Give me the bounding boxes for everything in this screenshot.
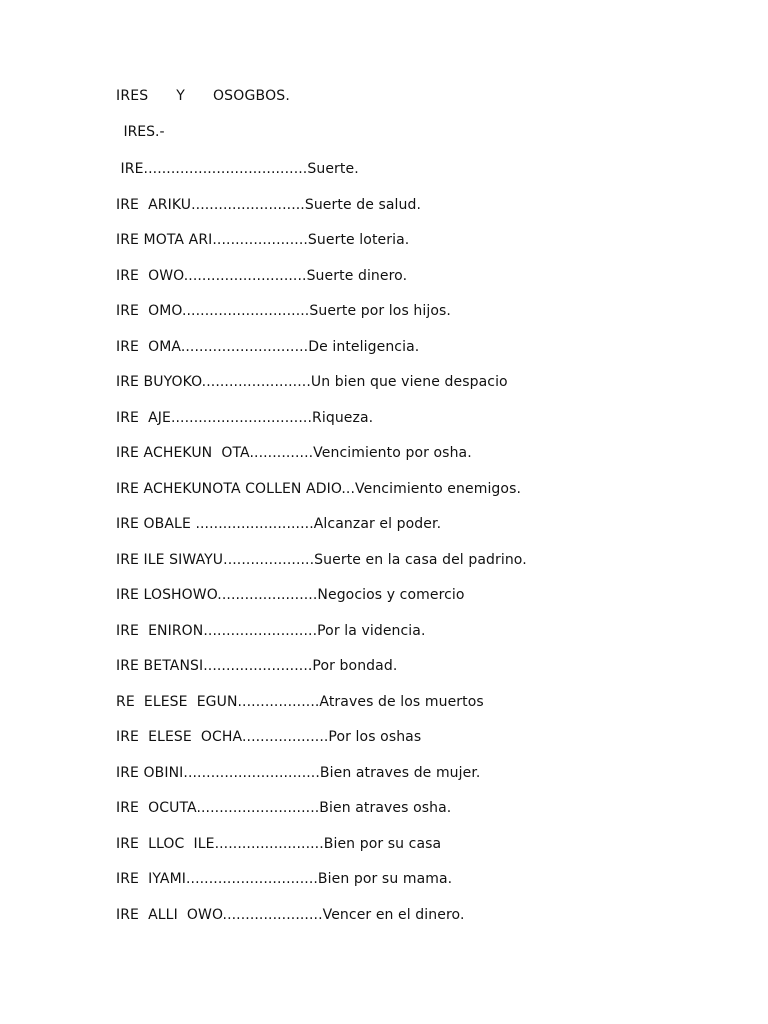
list-item: IRE OBINI..............................Bien atraves de mujer. — [116, 764, 481, 781]
list-item: IRE AJE...............................Riqueza. — [116, 409, 374, 426]
list-item: RE ELESE EGUN..................Atraves de los muertos — [116, 693, 484, 710]
list-item: IRE ARIKU.........................Suerte de salud. — [116, 196, 422, 213]
list-item: IRE OWO...........................Suerte dinero. — [116, 267, 408, 284]
list-item: IRE ILE SIWAYU....................Suerte en la casa del padrino. — [116, 551, 527, 568]
list-item: IRE....................................Suerte. — [116, 161, 359, 177]
list-item: IRE LLOC ILE........................Bien por su casa — [116, 835, 442, 852]
list-item: IRE ACHEKUN OTA..............Vencimiento por osha. — [116, 445, 472, 461]
list-item: IRE LOSHOWO......................Negocios y comercio — [116, 587, 465, 603]
list-item: IRE IYAMI.............................Bien por su mama. — [116, 871, 453, 887]
list-item: IRE ACHEKUNOTA COLLEN ADIO...Vencimiento enemigos. — [116, 480, 522, 497]
document-title: IRES Y OSOGBOS. — [116, 88, 291, 104]
list-item: IRE OMA............................De inteligencia. — [116, 338, 420, 355]
section-heading: IRES.- — [119, 124, 165, 140]
list-item: IRE ENIRON.........................Por la videncia. — [116, 622, 426, 639]
list-item: IRE OMO............................Suerte por los hijos. — [116, 303, 451, 319]
list-item: IRE MOTA ARI.....................Suerte loteria. — [116, 232, 410, 248]
list-item: IRE OCUTA...........................Bien atraves osha. — [116, 800, 452, 816]
list-item: IRE ALLI OWO......................Vencer en el dinero. — [116, 906, 465, 923]
list-item: IRE BETANSI........................Por bondad. — [116, 658, 398, 674]
list-item: IRE OBALE ..........................Alcanzar el poder. — [116, 516, 442, 532]
entry-list — [116, 159, 527, 940]
list-item: IRE ELESE OCHA...................Por los oshas — [116, 729, 422, 745]
list-item: IRE BUYOKO........................Un bien que viene despacio — [116, 374, 508, 390]
